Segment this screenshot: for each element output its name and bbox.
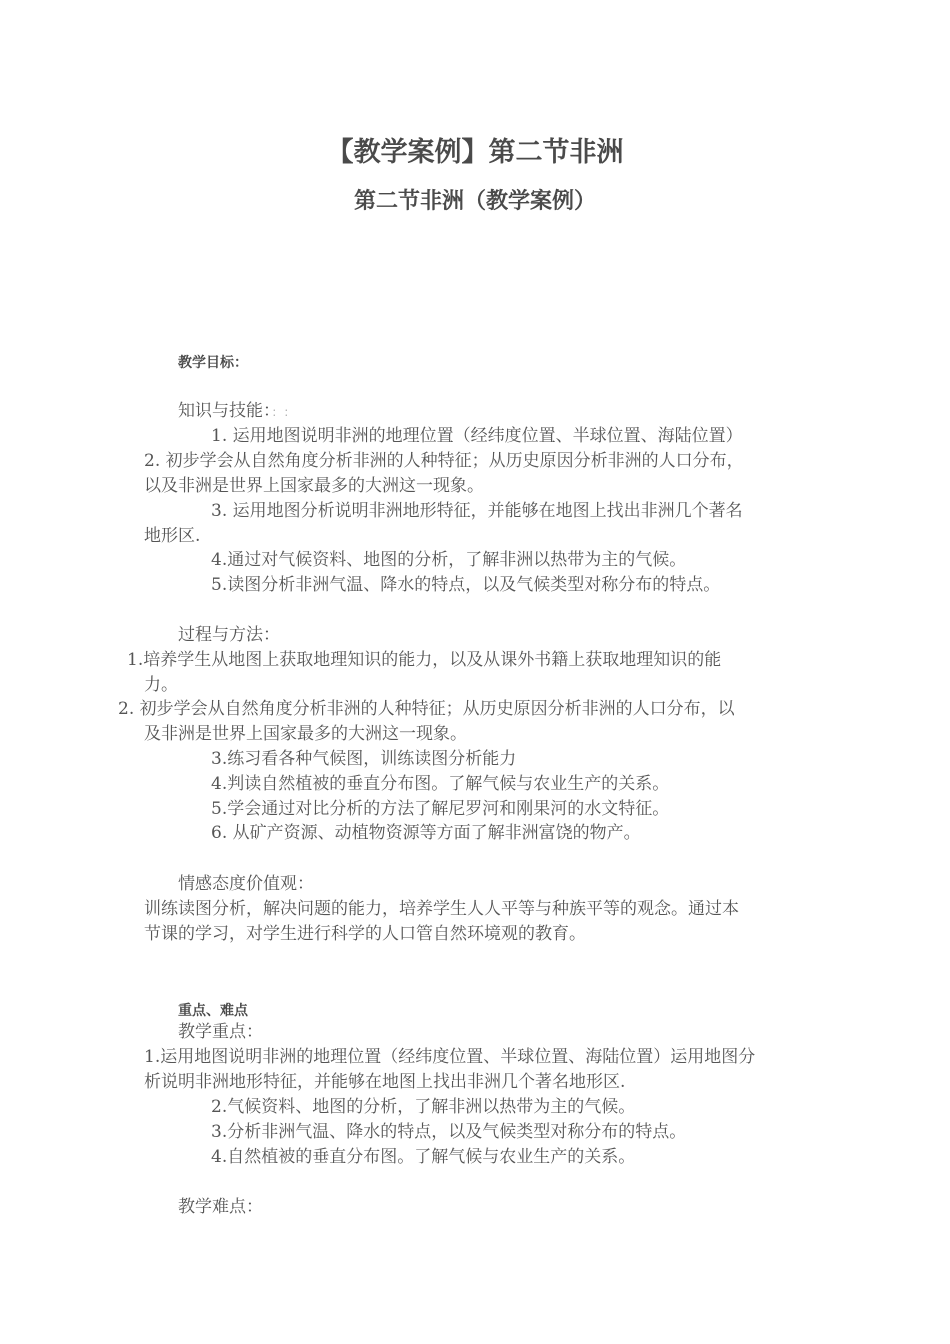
- knowledge-label-line: [178, 399, 302, 424]
- emotion-label: 情感态度价值观：: [178, 874, 314, 894]
- knowledge-item: 1. 运用地图说明非洲的地理位置（经纬度位置、半球位置、海陆位置）: [211, 426, 743, 446]
- knowledge-item: 2. 初步学会从自然角度分析非洲的人种特征；从历史原因分析非洲的人口分布，: [144, 451, 744, 471]
- knowledge-label: 知识与技能：: [178, 401, 272, 421]
- process-item: 及非洲是世界上国家最多的大洲这一现象。: [144, 724, 467, 744]
- keypoints-heading: 重点、难点: [178, 1003, 248, 1019]
- process-item: 4.判读自然植被的垂直分布图。了解气候与农业生产的关系。: [211, 774, 670, 794]
- knowledge-item: 以及非洲是世界上国家最多的大洲这一现象。: [144, 476, 484, 496]
- emotion-item: 节课的学习，对学生进行科学的人口管自然环境观的教育。: [144, 924, 586, 944]
- focus-item: 4.自然植被的垂直分布图。了解气候与农业生产的关系。: [211, 1147, 636, 1167]
- knowledge-item: 5.读图分析非洲气温、降水的特点，以及气候类型对称分布的特点。: [211, 575, 721, 595]
- knowledge-item: 3. 运用地图分析说明非洲地形特征，并能够在地图上找出非洲几个著名: [211, 501, 743, 521]
- focus-item: 1.运用地图说明非洲的地理位置（经纬度位置、半球位置、海陆位置）运用地图分: [144, 1047, 756, 1067]
- process-item: 1.培养学生从地图上获取地理知识的能力，以及从课外书籍上获取地理知识的能: [127, 650, 722, 670]
- process-item: 6. 从矿产资源、动植物资源等方面了解非洲富饶的物产。: [211, 823, 641, 843]
- knowledge-item: 4.通过对气候资料、地图的分析，了解非洲以热带为主的气候。: [211, 550, 687, 570]
- process-label: 过程与方法：: [178, 625, 280, 645]
- process-item: 3.练习看各种气候图，训练读图分析能力: [211, 749, 517, 769]
- difficulty-label: 教学难点：: [178, 1197, 263, 1217]
- emotion-item: 训练读图分析，解决问题的能力，培养学生人人平等与种族平等的观念。通过本: [144, 899, 739, 919]
- process-item: 力。: [144, 675, 178, 695]
- process-item: 2. 初步学会从自然角度分析非洲的人种特征；从历史原因分析非洲的人口分布，以: [118, 699, 735, 719]
- focus-item: 3.分析非洲气温、降水的特点，以及气候类型对称分布的特点。: [211, 1122, 687, 1142]
- objectives-heading: 教学目标：: [178, 355, 248, 371]
- document-title: 【教学案例】第二节非洲: [326, 137, 624, 168]
- process-item: 5.学会通过对比分析的方法了解尼罗河和刚果河的水文特征。: [211, 799, 670, 819]
- knowledge-marker: ：：: [271, 405, 302, 419]
- focus-item: 析说明非洲地形特征，并能够在地图上找出非洲几个著名地形区.: [144, 1072, 626, 1092]
- document-subtitle: 第二节非洲（教学案例）: [353, 189, 596, 214]
- knowledge-item: 地形区.: [144, 526, 201, 546]
- focus-item: 2.气候资料、地图的分析，了解非洲以热带为主的气候。: [211, 1097, 636, 1117]
- focus-label: 教学重点：: [178, 1022, 263, 1042]
